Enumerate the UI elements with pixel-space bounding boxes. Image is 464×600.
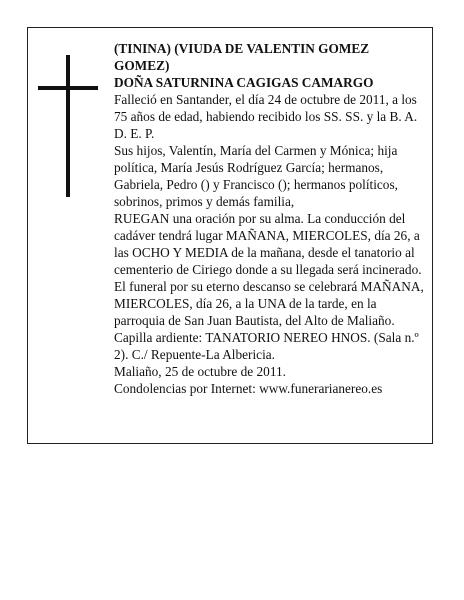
chapel-info: Capilla ardiente: TANATORIO NEREO HNOS. (Sala n.º 2). C./ Repuente-La Albericia. (114, 330, 419, 362)
cross-vertical-bar (66, 55, 70, 197)
cross-horizontal-bar (38, 86, 98, 90)
obituary-header: (TININA) (VIUDA DE VALENTIN GOMEZ GOMEZ) (114, 41, 370, 73)
rip-line: D. E. P. (114, 126, 155, 141)
funeral-request: RUEGAN una oración por su alma. La conducción del cadáver tendrá lugar MAÑANA, MIERCOLES, día 26, a las OCHO Y MEDIA de la mañana, desde el tanatorio al cementerio de Ciriego donde a su llegada será incinerado. El funeral por su eterno descanso se celebrará MAÑANA, MIERCOLES, día 26, a la UNA de la tarde, en la parroquia de San Juan Bautista, del Alto de Maliaño. (114, 211, 424, 328)
condolences-line: Condolencias por Internet: www.funerarianereo.es (114, 381, 383, 396)
death-statement: Falleció en Santander, el día 24 de octubre de 2011, a los 75 años de edad, habiendo recibido los SS. SS. y la B. A. (114, 92, 418, 124)
deceased-name: DOÑA SATURNINA CAGIGAS CAMARGO (114, 75, 374, 90)
obituary-text (114, 40, 426, 397)
family-list: Sus hijos, Valentín, María del Carmen y Mónica; hija política, María Jesús Rodríguez García; hermanos, Gabriela, Pedro () y Francisco (); hermanos políticos, sobrinos, primos y demás familia, (114, 143, 398, 209)
place-date: Maliaño, 25 de octubre de 2011. (114, 364, 286, 379)
